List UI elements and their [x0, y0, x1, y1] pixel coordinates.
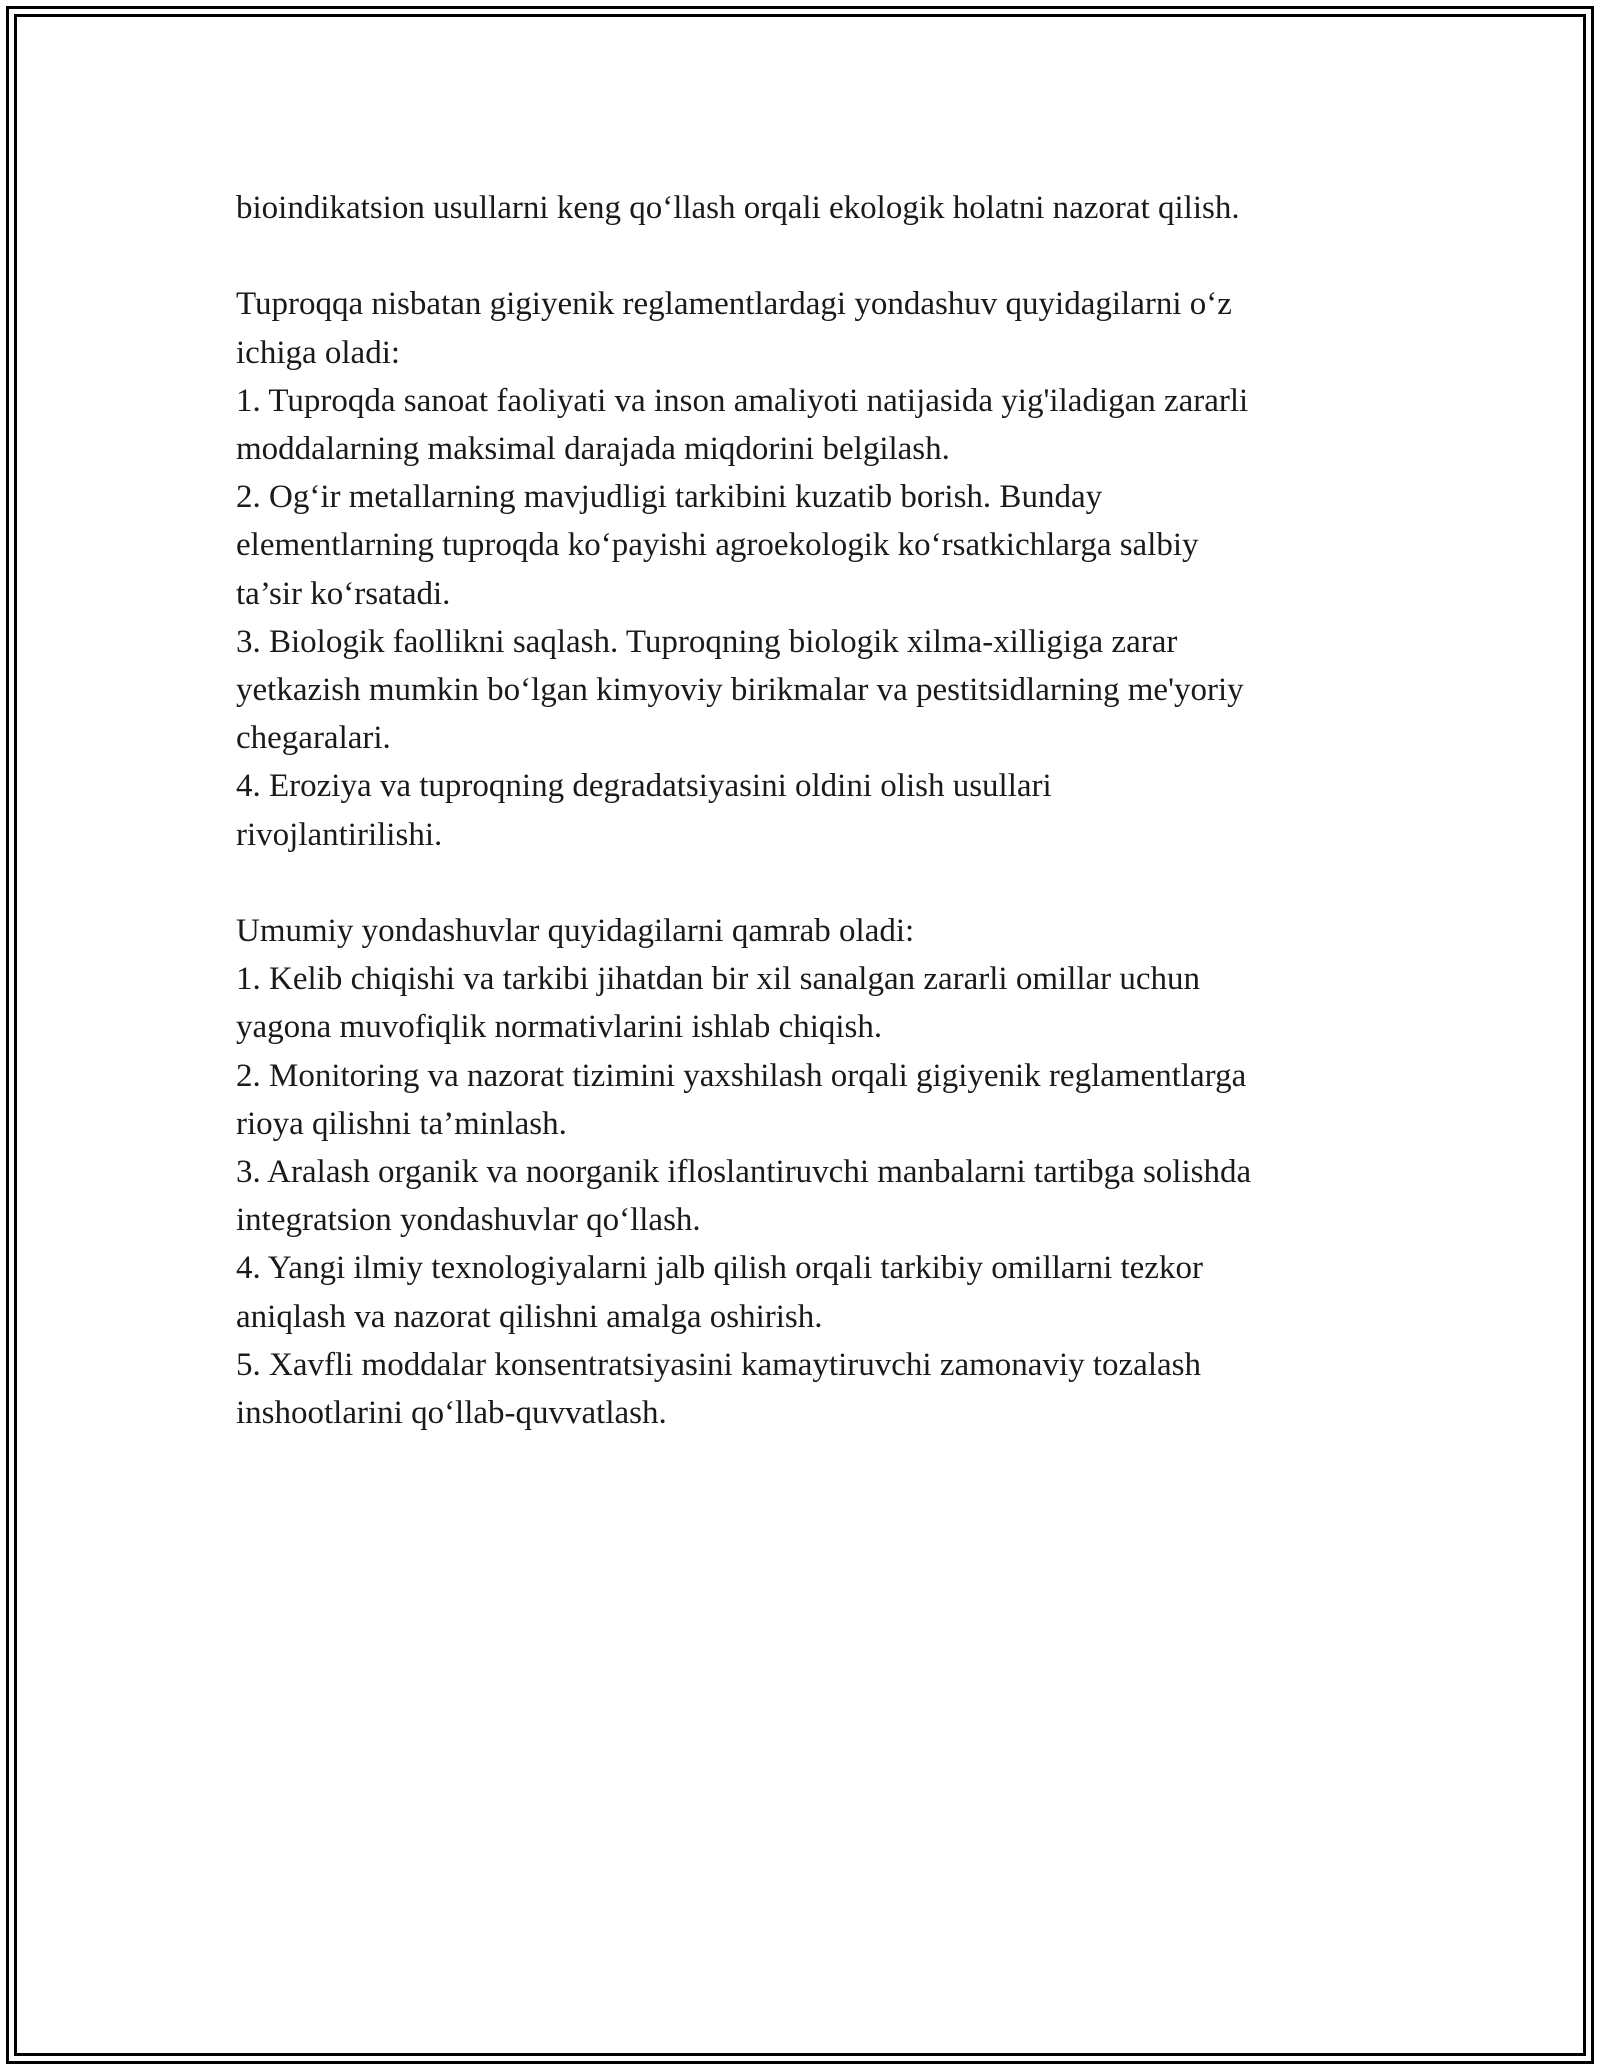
text-line: Umumiy yondashuvlar quyidagilarni qamrab oladi: [236, 913, 915, 950]
list-item [236, 762, 1396, 858]
list-item [236, 377, 1396, 473]
text-line: bioindikatsion usullarni keng qo‘llash orqali ekologik holatni nazorat qilish. [236, 190, 1240, 226]
text-line: aniqlash va nazorat qilishni amalga oshirish. [236, 1298, 823, 1335]
section-soil-approach [236, 280, 1396, 858]
text-line: ichiga oladi: [236, 334, 401, 371]
list-item [236, 618, 1396, 763]
section-heading [236, 280, 1396, 376]
list-item [236, 1148, 1396, 1244]
list-item [236, 473, 1396, 618]
text-line: 3. Aralash organik va noorganik ifloslantiruvchi manbalarni tartibga solishda [236, 1154, 1252, 1191]
text-line: 2. Monitoring va nazorat tizimini yaxshilash orqali gigiyenik reglamentlarga [236, 1057, 1247, 1094]
text-line: elementlarning tuproqda ko‘payishi agroekologik ko‘rsatkichlarga salbiy [236, 527, 1199, 564]
text-line: 4. Yangi ilmiy texnologiyalarni jalb qilish orqali tarkibiy omillarni tezkor [236, 1250, 1203, 1287]
document-body [236, 184, 1396, 1437]
text-line: 4. Eroziya va tuproqning degradatsiyasini oldini olish usullari [236, 768, 1052, 805]
paragraph-gap [236, 232, 1396, 280]
list-item [236, 1052, 1396, 1148]
section-heading [236, 907, 1396, 955]
text-line: yagona muvofiqlik normativlarini ishlab chiqish. [236, 1009, 883, 1046]
text-line: integratsion yondashuvlar qo‘llash. [236, 1202, 701, 1239]
text-line: 1. Kelib chiqishi va tarkibi jihatdan bir xil sanalgan zararli omillar uchun [236, 961, 1201, 998]
text-line: chegaralari. [236, 720, 391, 757]
paragraph-gap [236, 859, 1396, 907]
text-line: inshootlarini qo‘llab-quvvatlash. [236, 1395, 667, 1432]
list-item [236, 1244, 1396, 1340]
text-line: 3. Biologik faollikni saqlash. Tuproqning biologik xilma-xilligiga zarar [236, 623, 1178, 660]
text-line: Tuproqqa nisbatan gigiyenik reglamentlardagi yondashuv quyidagilarni o‘z [236, 286, 1232, 323]
text-line: rivojlantirilishi. [236, 816, 443, 853]
intro-paragraph [236, 184, 1396, 232]
list-item [236, 1341, 1396, 1437]
text-line: 1. Tuproqda sanoat faoliyati va inson amaliyoti natijasida yig'iladigan zararli [236, 382, 1249, 419]
text-line: yetkazish mumkin bo‘lgan kimyoviy birikmalar va pestitsidlarning me'yoriy [236, 672, 1244, 709]
section-general-approaches [236, 907, 1396, 1437]
text-line: moddalarning maksimal darajada miqdorini belgilash. [236, 431, 950, 467]
text-line: ta’sir ko‘rsatadi. [236, 575, 451, 612]
text-line: rioya qilishni ta’minlash. [236, 1105, 567, 1142]
list-item [236, 955, 1396, 1051]
text-line: 2. Og‘ir metallarning mavjudligi tarkibini kuzatib borish. Bunday [236, 479, 1103, 516]
text-line: 5. Xavfli moddalar konsentratsiyasini kamaytiruvchi zamonaviy tozalash [236, 1346, 1201, 1383]
